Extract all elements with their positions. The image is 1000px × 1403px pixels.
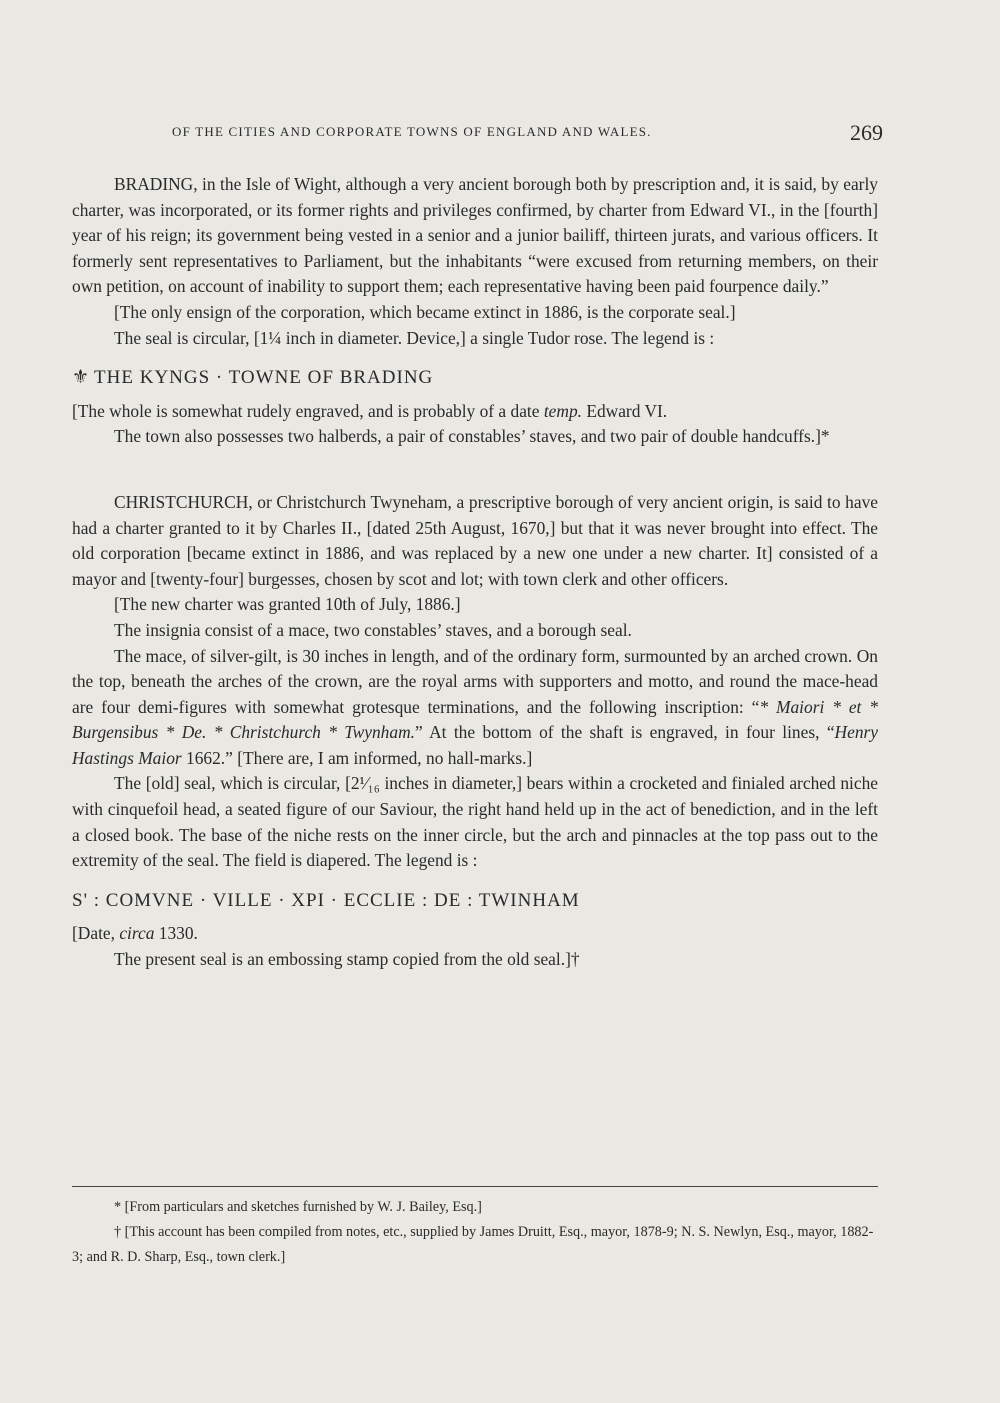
mace-inscription: * Maiori * et * Burgensibus * De. * Christchurch * Twynham. [72, 696, 879, 743]
footnote-asterisk: * [From particulars and sketches furnished by W. J. Bailey, Esq.] [114, 1199, 482, 1215]
christchurch-insignia-paragraph: The insignia consist of a mace, two constables’ staves, and a borough seal. [114, 619, 632, 640]
christchurch-date-line: [Date, circa 1330. [72, 923, 198, 944]
christchurch-seal-paragraph: The [old] seal, which is circular, [2¹⁄₁₆ inches in diameter,] bears within a crocketed and finialed arched niche with cinquefoil head, a seated figure of our Saviour, the right hand held up in the act of benediction, and in the left a closed book. The base of the niche rests on the inner circle, but the arch and pinnacles at the top pass out to the extremity of the seal. The field is diapered. The legend is : [72, 773, 878, 871]
page-number: 269 [850, 120, 883, 145]
footnotes [72, 1186, 878, 1270]
christchurch-paragraph: CHRISTCHURCH, or Christchurch Twyneham, a prescriptive borough of very ancient origin, is said to have had a charter granted to it by Charles II., [dated 25th August, 1670,] but that it was never brought into effect. The old corporation [became extinct in 1886, and was replaced by a new one under a new charter. It] consisted of a mayor and [twenty-four] burgesses, chosen by scot and lot; with town clerk and other officers. [72, 491, 878, 589]
fleur-de-lis-icon: ⚜ [72, 367, 91, 389]
running-head [0, 120, 1000, 150]
brading-engraving-note: [The whole is somewhat rudely engraved, and is probably of a date temp. Edward VI. [72, 400, 668, 421]
christchurch-mace-paragraph: The mace, of silver-gilt, is 30 inches in length, and of the ordinary form, surmounted by an arched crown. On the top, beneath the arches of the crown, are the royal arms with supporters and motto, and round the mace-head are four demi-figures with somewhat grotesque terminations, and the following inscription: “* Maiori * et * Burgensibus * De. * Christchurch * Twynham.” At the bottom of the shaft is engraved, in four lines, “Henry Hastings Maior 1662.” [There are, I am informed, no hall-marks.] [72, 645, 879, 768]
christchurch-present-seal-paragraph: The present seal is an embossing stamp copied from the old seal.]† [114, 949, 580, 970]
brading-legend-text: THE KYNGS · TOWNE OF BRADING [94, 367, 434, 389]
section-gap [72, 450, 878, 490]
brading-ensign-paragraph: [The only ensign of the corporation, which became extinct in 1886, is the corporate seal.] [114, 301, 736, 322]
christchurch-charter-paragraph: [The new charter was granted 10th of July, 1886.] [114, 594, 461, 615]
brading-halberds-paragraph: The town also possesses two halberds, a pair of constables’ staves, and two pair of double handcuffs.]* [114, 426, 830, 447]
brading-paragraph: BRADING, in the Isle of Wight, although a very ancient borough both by prescription and, it is said, by early charter, was incorporated, or its former rights and privileges confirmed, by charter from Edward VI., in the [fourth] year of his reign; its government being vested in a senior and a junior bailiff, thirteen jurats, and various officers. It formerly sent representatives to Parliament, but the inhabitants “were excused from returning members, on their own petition, on account of inability to support them; each representative having been paid fourpence daily.” [72, 174, 878, 297]
brading-seal-legend [72, 365, 878, 391]
footnote-dagger: † [This account has been compiled from notes, etc., supplied by James Druitt, Esq., mayor, 1878-9; N. S. Newlyn, Esq., mayor, 1882-3; and R. D. Sharp, Esq., town clerk.] [72, 1224, 874, 1265]
brading-seal-paragraph: The seal is circular, [1¼ inch in diameter. Device,] a single Tudor rose. The legend is : [114, 327, 715, 348]
body-text [72, 172, 878, 973]
running-title: OF THE CITIES AND CORPORATE TOWNS OF ENGLAND AND WALES. [172, 124, 652, 139]
christchurch-seal-legend: S' : COMVNE · VILLE · XPI · ECCLIE : DE : TWINHAM [72, 889, 580, 911]
